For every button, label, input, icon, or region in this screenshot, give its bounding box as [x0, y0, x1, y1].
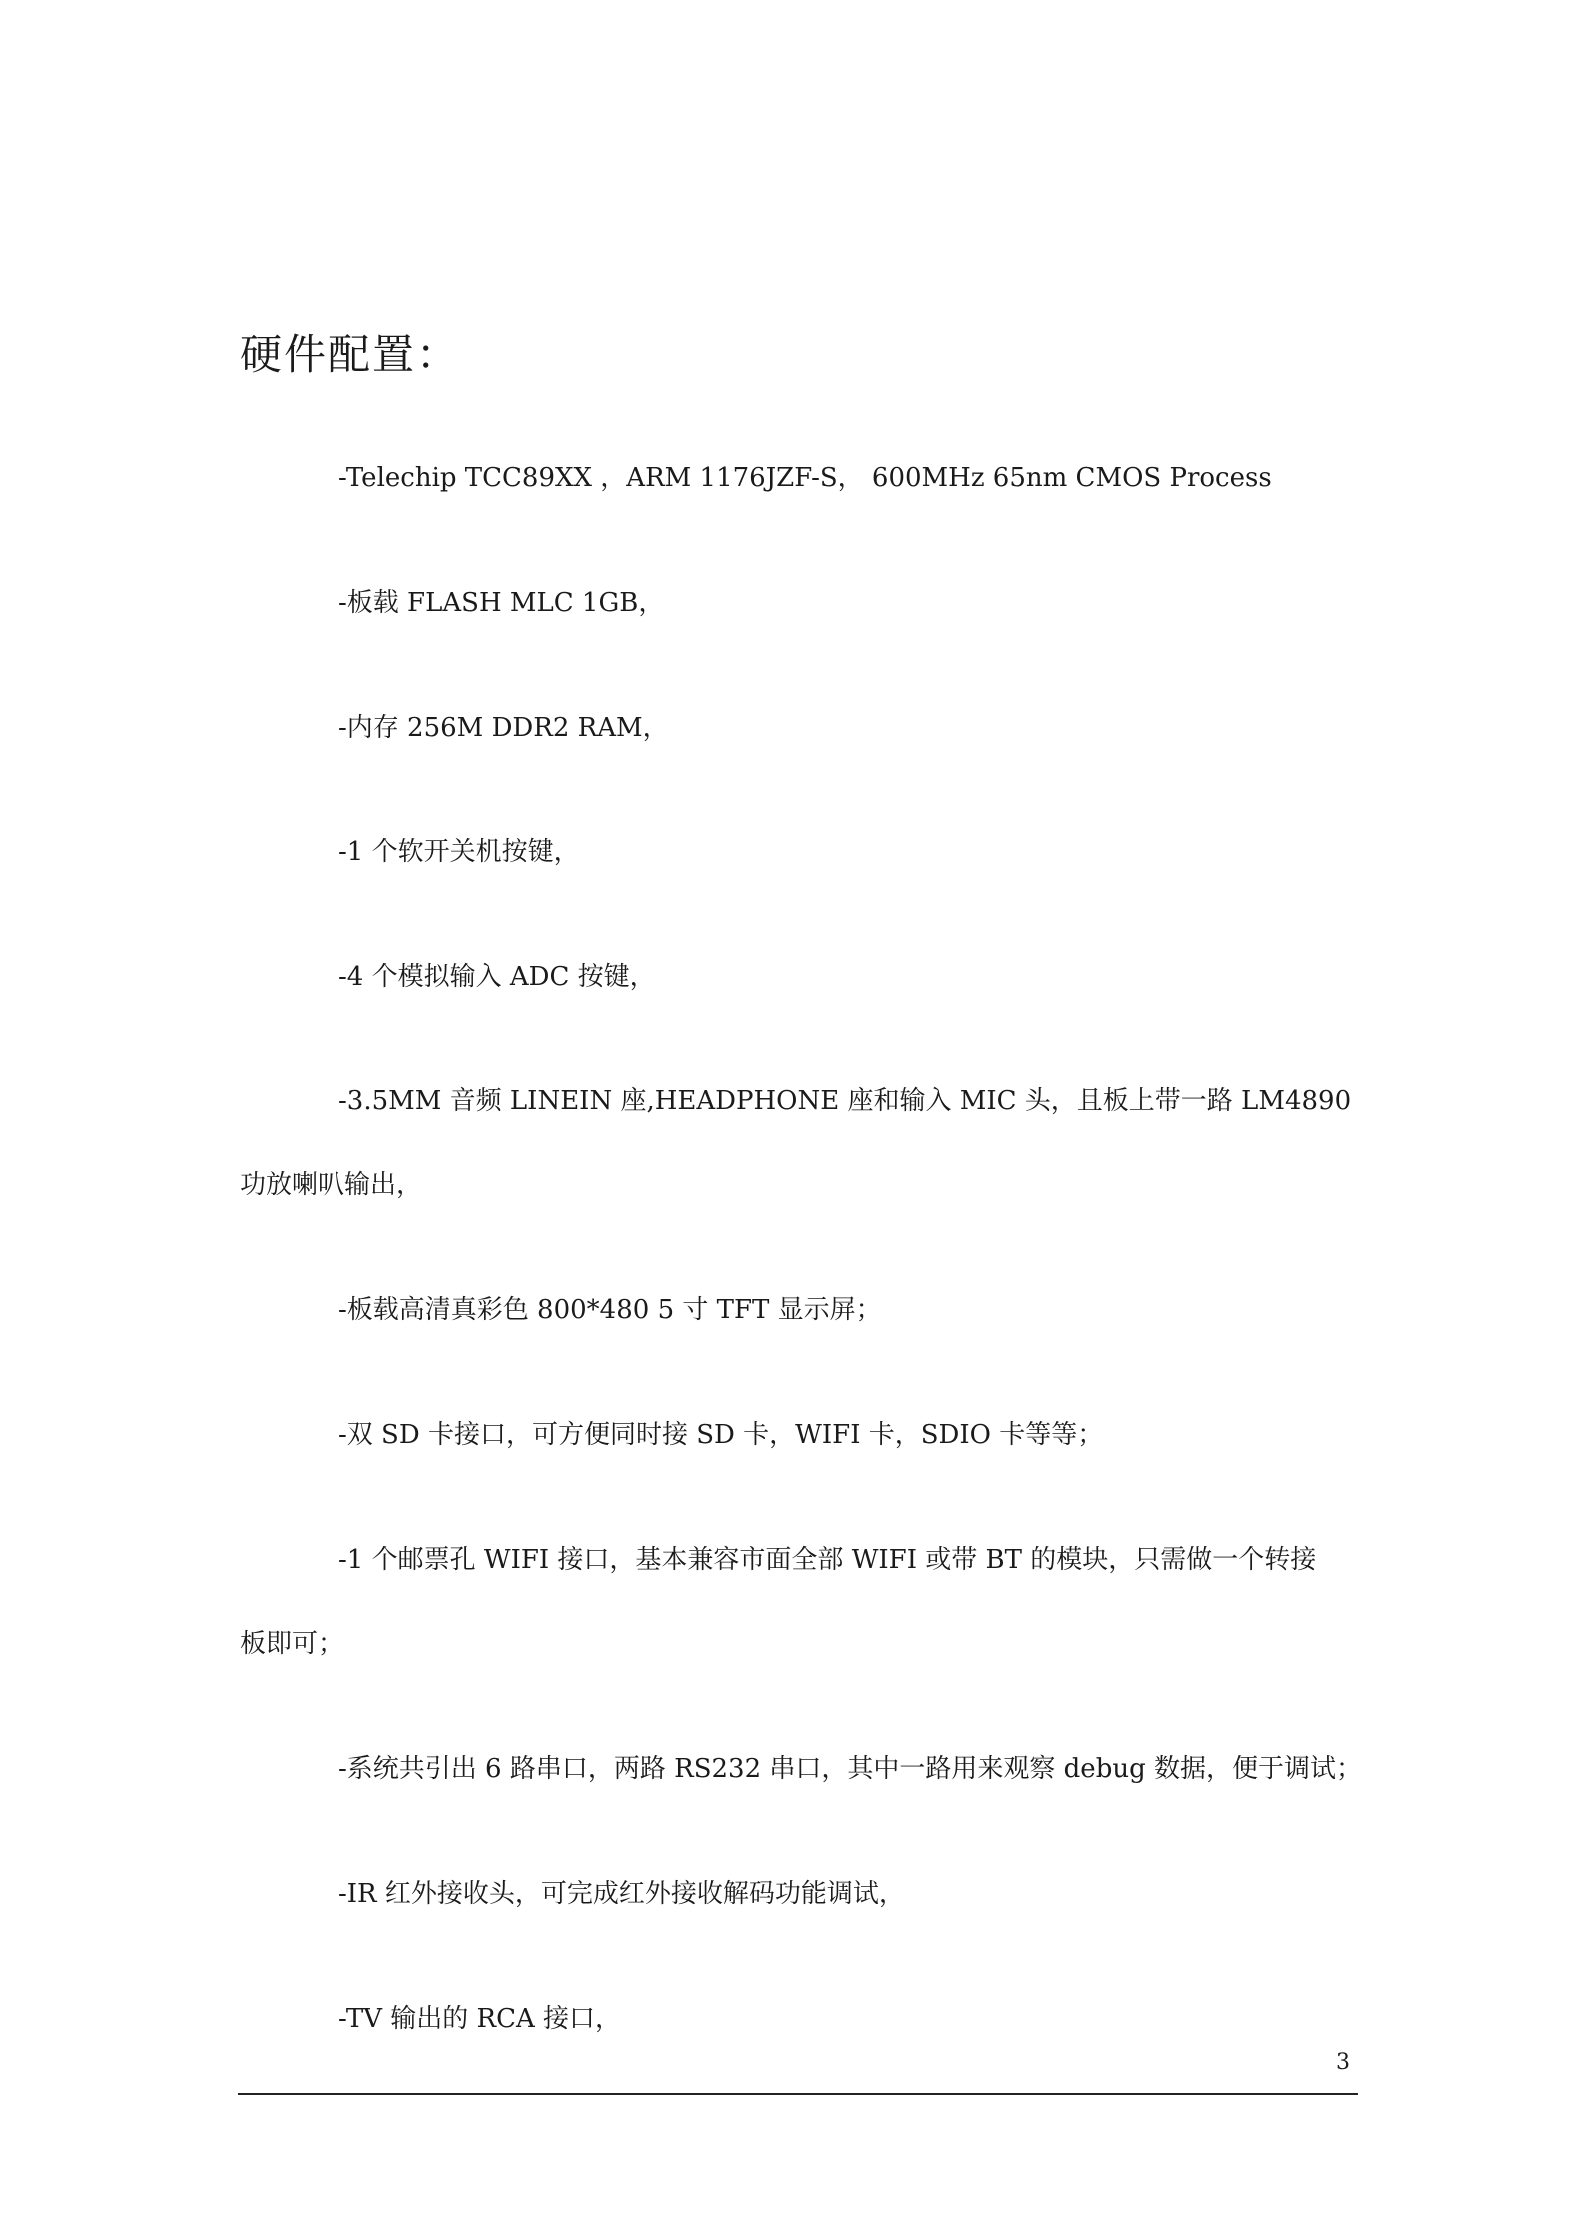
- spec-item-text: -系统共引出 6 路串口，两路 RS232 串口，其中一路用来观察 debug 数据，便于调试；: [338, 1754, 1362, 1784]
- spec-item-ram: [240, 686, 1360, 770]
- spec-item-text: -Telechip TCC89XX ，ARM 1176JZF-S， 600MHz 65nm CMOS Process: [338, 463, 1272, 493]
- spec-item-text: -IR 红外接收头，可完成红外接收解码功能调试，: [338, 1879, 905, 1909]
- section-heading: 硬件配置：: [240, 330, 461, 379]
- spec-item-text: -1 个邮票孔 WIFI 接口，基本兼容市面全部 WIFI 或带 BT 的模块，只需做一个转接: [338, 1545, 1317, 1575]
- spec-item-flash: [240, 561, 1360, 645]
- spec-item-text: -TV 输出的 RCA 接口，: [338, 2004, 622, 2034]
- spec-item-text: -板载 FLASH MLC 1GB，: [338, 588, 665, 618]
- spec-item-text: -4 个模拟输入 ADC 按键，: [338, 962, 656, 992]
- page-number: 3: [1336, 2050, 1350, 2075]
- spec-item-text: -双 SD 卡接口，可方便同时接 SD 卡，WIFI 卡，SDIO 卡等等；: [338, 1420, 1104, 1450]
- spec-item-display: [240, 1268, 1360, 1352]
- spec-item-adc-keys: [240, 935, 1360, 1019]
- spec-item-text: -内存 256M DDR2 RAM，: [338, 713, 669, 743]
- spec-item-audio: [240, 1059, 1360, 1227]
- spec-item-tv-out: [240, 1977, 1360, 2061]
- spec-item-power-key: [240, 810, 1360, 894]
- spec-item-ir: [240, 1852, 1360, 1936]
- spec-item-cpu: [240, 436, 1360, 520]
- spec-item-text: -板载高清真彩色 800*480 5 寸 TFT 显示屏；: [338, 1295, 882, 1325]
- spec-item-text: -1 个软开关机按键，: [338, 837, 580, 867]
- spec-item-serial: [240, 1727, 1360, 1811]
- spec-item-sd: [240, 1393, 1360, 1477]
- spec-item-text-continued: 板即可；: [240, 1629, 345, 1659]
- spec-item-text: -3.5MM 音频 LINEIN 座,HEADPHONE 座和输入 MIC 头，且板上带一路 LM4890: [338, 1086, 1352, 1116]
- footer-divider: [238, 2093, 1358, 2095]
- spec-item-wifi: [240, 1518, 1360, 1686]
- spec-item-text-continued: 功放喇叭输出，: [240, 1170, 423, 1200]
